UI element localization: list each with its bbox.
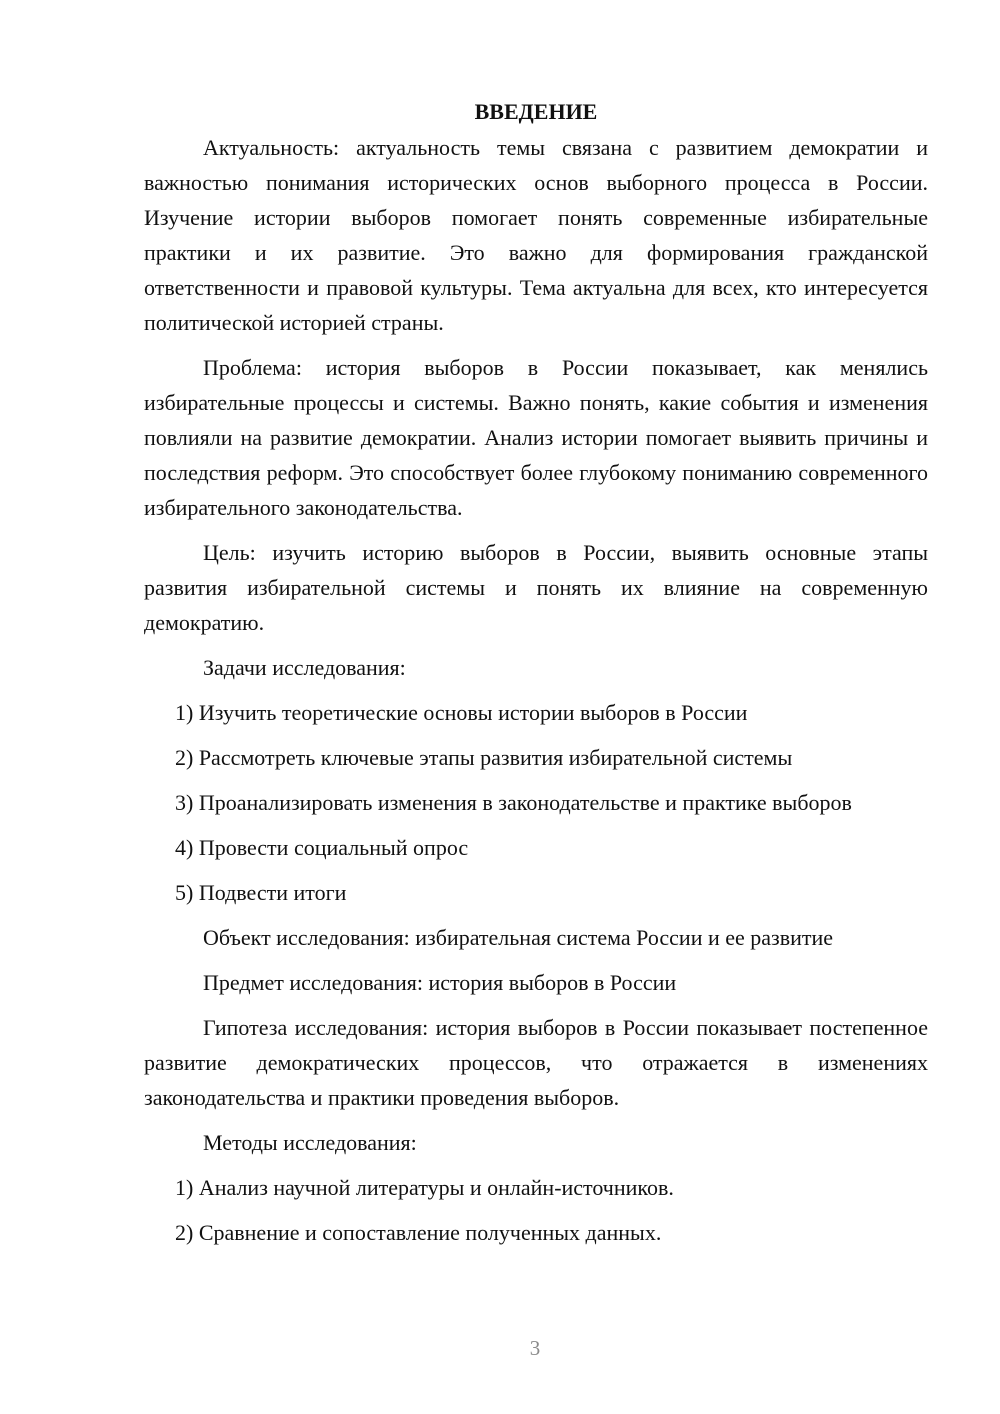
- hypothesis-paragraph: Гипотеза исследования: история выборов в России показывает постепенное развитие демократических процессов, что отражается в изменениях законодательства и практики проведения выборов.: [144, 1015, 928, 1110]
- method-item: 2) Сравнение и сопоставление полученных данных.: [175, 1220, 662, 1245]
- methods-title: Методы исследования:: [203, 1130, 417, 1155]
- method-item: 1) Анализ научной литературы и онлайн-источников.: [175, 1175, 674, 1200]
- task-item: 5) Подвести итоги: [175, 880, 347, 905]
- page-number: 3: [529, 1336, 541, 1360]
- task-item: 1) Изучить теоретические основы истории выборов в России: [175, 700, 748, 725]
- document-body: [144, 94, 928, 1260]
- relevance-paragraph: Актуальность: актуальность темы связана с развитием демократии и важностью понимания исторических основ выборного процесса в России. Изучение истории выборов помогает понять современные избирательные практики и их развитие. Это важно для формирования гражданской ответственности и правовой культуры. Тема актуальна для всех, кто интересуется политической историей страны.: [144, 135, 928, 335]
- task-item: 2) Рассмотреть ключевые этапы развития избирательной системы: [175, 745, 793, 770]
- subject-paragraph: Предмет исследования: история выборов в России: [203, 970, 677, 995]
- task-item: 4) Провести социальный опрос: [175, 835, 469, 860]
- task-item: 3) Проанализировать изменения в законодательстве и практике выборов: [175, 790, 852, 815]
- tasks-title: Задачи исследования:: [203, 655, 406, 680]
- problem-paragraph: Проблема: история выборов в России показывает, как менялись избирательные процессы и системы. Важно понять, какие события и изменения повлияли на развитие демократии. Анализ истории помогает выявить причины и последствия реформ. Это способствует более глубокому пониманию современного избирательного законодательства.: [144, 355, 928, 520]
- object-paragraph: Объект исследования: избирательная система России и ее развитие: [203, 925, 834, 950]
- goal-paragraph: Цель: изучить историю выборов в России, выявить основные этапы развития избирательной системы и понять их влияние на современную демократию.: [144, 540, 928, 635]
- section-heading: ВВЕДЕНИЕ: [474, 99, 598, 124]
